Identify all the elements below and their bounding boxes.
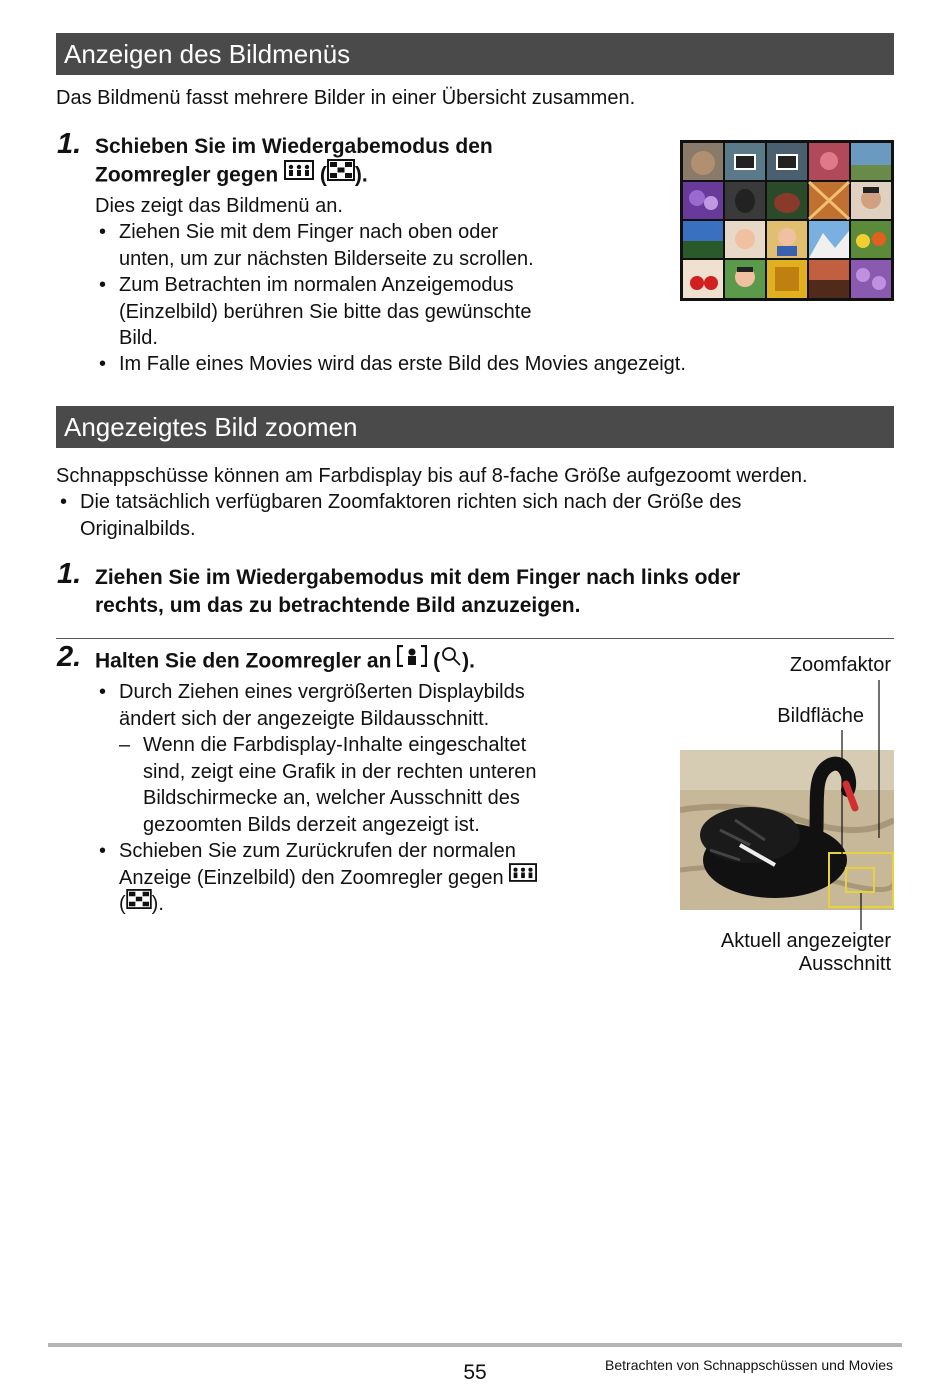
step-title-line1: Ziehen Sie im Wiedergabemodus mit dem Finger nach links oder [95,566,741,589]
sub-bullet-line: Bildschirmecke an, welcher Ausschnitt des [143,787,520,809]
bullet-glyph: • [99,274,107,296]
paren-open: ( [119,893,126,916]
bullet-line: Im Falle eines Movies wird das erste Bild des Movies angezeigt. [119,353,686,375]
footer-chapter: Betrachten von Schnappschüssen und Movies [605,1357,893,1373]
sub-bullet-line: sind, zeigt eine Grafik in der rechten unteren [143,760,537,783]
step-title-line1: Schieben Sie im Wiedergabemodus den [95,135,493,158]
bullet-line-text: Anzeige (Einzelbild) den Zoomregler gegen [119,866,504,889]
section-intro: Das Bildmenü fasst mehrere Bilder in einer Übersicht zusammen. [56,87,636,109]
bullet-line: (Einzelbild) berühren Sie bitte das gewünschte [119,300,532,323]
bullet-glyph: • [99,353,107,375]
label-line: Aktuell angezeigter [720,930,891,952]
bullet-glyph: • [99,681,107,703]
note-line: Originalbilds. [80,517,196,540]
bullet-line: Durch Ziehen eines vergrößerten Displaybilds [119,681,525,703]
section-heading-zoom: Angezeigtes Bild zoomen [56,406,894,448]
paren-open: ( [433,649,441,673]
label-zoom-factor: Zoomfaktor [789,654,891,676]
paren-close: ). [151,893,164,916]
step-title-line2: rechts, um das zu betrachtende Bild anzuzeigen. [95,594,581,617]
step-number: 2. [57,641,82,673]
step-title-text: Halten Sie den Zoomregler an [95,649,392,673]
step-number: 1. [57,128,82,160]
bullet-line: Schieben Sie zum Zurückrufen der normalen [119,840,516,862]
bullet-glyph: • [99,221,107,243]
step-title-text: Zoomregler gegen [95,163,279,187]
bullet-glyph: • [99,840,107,862]
paren-close: ). [354,163,368,187]
footer-rule [48,1343,902,1347]
label-line: Ausschnitt [798,953,891,975]
dash-glyph: – [119,734,131,756]
bullet-line: Zum Betrachten im normalen Anzeigemodus [119,274,514,296]
bullet-line: ändert sich der angezeigte Bildausschnitt. [119,707,490,730]
paren-open: ( [319,163,327,187]
sub-bullet-line: gezoomten Bilds derzeit angezeigt ist. [143,813,480,836]
bullet-glyph: • [60,491,68,513]
bullet-line: Bild. [119,327,158,349]
step-description: Dies zeigt das Bildmenü an. [95,195,343,217]
bullet-line: unten, um zur nächsten Bilderseite zu scrollen. [119,247,534,270]
bullet-line: Ziehen Sie mit dem Finger nach oben oder [119,221,499,243]
step-number: 1. [57,558,82,590]
paren-close: ). [462,649,475,673]
label-image-area: Bildfläche [777,705,864,727]
section-intro: Schnappschüsse können am Farbdisplay bis auf 8-fache Größe aufgezoomt werden. [56,465,808,487]
page-number: 55 [463,1361,487,1384]
section-heading-image-menu: Anzeigen des Bildmenüs [56,33,894,75]
label-current-section [721,930,891,976]
sub-bullet-line: Wenn die Farbdisplay-Inhalte eingeschaltet [143,734,527,756]
note-line: Die tatsächlich verfügbaren Zoomfaktoren richten sich nach der Größe des [80,491,742,513]
